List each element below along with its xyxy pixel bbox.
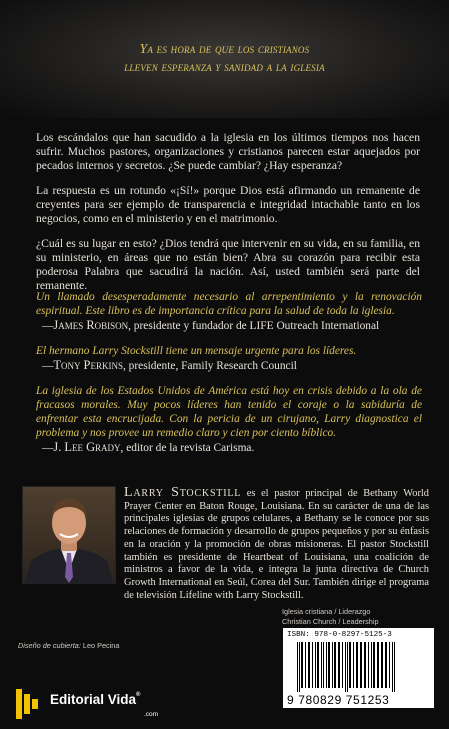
design-credit-label: Diseño de cubierta: — [18, 641, 81, 650]
barcode-number: 9 780829 751253 — [287, 693, 390, 707]
endorser-title: , presidente, Family Research Council — [122, 360, 297, 372]
dash: — — [42, 320, 54, 332]
endorsement-quote-3: La iglesia de los Estados Unidos de América está hoy en crisis debido a la ola de fracasos morales. Muy pocos líderes han tenido el coraje o la sabiduría de enfrentar esta encrucijada. Con la pericia de un cirujano, Larry diagnostica el problema y nos provee un remedio claro y cien por ciento bíblico. — [36, 385, 422, 439]
tagline — [0, 40, 449, 76]
author-portrait-illustration — [23, 487, 115, 583]
endorsement-attribution-1 — [42, 318, 379, 333]
category-english: Christian Church / Leadership — [282, 616, 379, 626]
category-labels — [282, 607, 379, 626]
endorsement-quote-1: Un llamado desesperadamente necesario al arrepentimiento y la renovación espiritual. Este libro es de importancia crítica para la salud de toda la iglesia. — [36, 291, 422, 317]
publisher-name: Editorial Vida® — [50, 692, 141, 707]
endorsement-attribution-2 — [42, 358, 297, 373]
endorser-title: , editor de la revista Carisma. — [120, 442, 255, 454]
editorial-vida-logo-icon — [14, 686, 44, 722]
publisher-logo — [14, 686, 214, 722]
cover-design-credit — [18, 641, 119, 650]
endorser-title: , presidente y fundador de LIFE Outreach International — [128, 320, 380, 332]
endorser-name: James Robison — [53, 318, 129, 332]
author-bio — [124, 487, 429, 602]
tagline-line-1: Ya es hora de que los cristianos — [139, 41, 310, 56]
author-name: Larry Stockstill — [124, 485, 242, 500]
isbn-text: ISBN: 978-0-8297-5125-3 — [287, 631, 392, 639]
category-spanish: Iglesia cristiana / Liderazgo — [282, 607, 371, 616]
dash: — — [42, 360, 54, 372]
publisher-web: .com — [144, 711, 159, 718]
barcode-box — [283, 628, 434, 708]
tagline-line-2: lleven esperanza y sanidad a la iglesia — [124, 59, 325, 74]
author-photo — [22, 486, 116, 584]
body-paragraph-3: ¿Cuál es su lugar en esto? ¿Dios tendrá que intervenir en su vida, en su familia, en su ministerio, en áreas que no están bien? Abra su corazón para recibir esta poderosa Palabra que sacudirá la nación. Así, usted también será parte del remanente. — [36, 237, 420, 292]
endorsement-quote-2: El hermano Larry Stockstill tiene un mensaje urgente para los líderes. — [36, 345, 357, 357]
body-paragraph-2: La respuesta es un rotundo «¡Sí!» porque Dios está afirmando un remanente de creyentes para ser ejemplo de transparencia e integridad intachable tanto en los negocios, como en el ministerio y en el matrimonio. — [36, 184, 420, 225]
dash: — — [42, 442, 54, 454]
author-bio-text: es el pastor principal de Bethany World Prayer Center en Baton Rouge, Louisiana. En su carácter de una de las principales iglesias de grupos celulares, a Bethany se le conoce por sus relaciones de formación y desarrollo de grupos pequeños y por su énfasis en la oración y la promoción de obras misioneras. El pastor Stockstill también es presidente de Heartbeat of Louisiana, una coalición de ministros a favor de la vida, e integra la junta directiva de Church Growth International en Seúl, Corea del Sur. También dirige el programa de televisión Lifeline with Larry Stockstill. — [124, 488, 429, 601]
endorsement-attribution-3 — [42, 440, 254, 455]
designer-name: Leo Pecina — [82, 641, 120, 650]
barcode-icon — [295, 642, 423, 692]
endorser-name: Tony Perkins — [53, 358, 123, 372]
endorser-name: J. Lee Grady — [53, 440, 121, 454]
body-paragraph-1: Los escándalos que han sacudido a la iglesia en los últimos tiempos nos hacen sufrir. Muchos pastores, organizaciones y cristianos parecen estar aquejados por pecados internos y secretos. ¿Se puede cambiar? ¿Hay esperanza? — [36, 131, 420, 172]
